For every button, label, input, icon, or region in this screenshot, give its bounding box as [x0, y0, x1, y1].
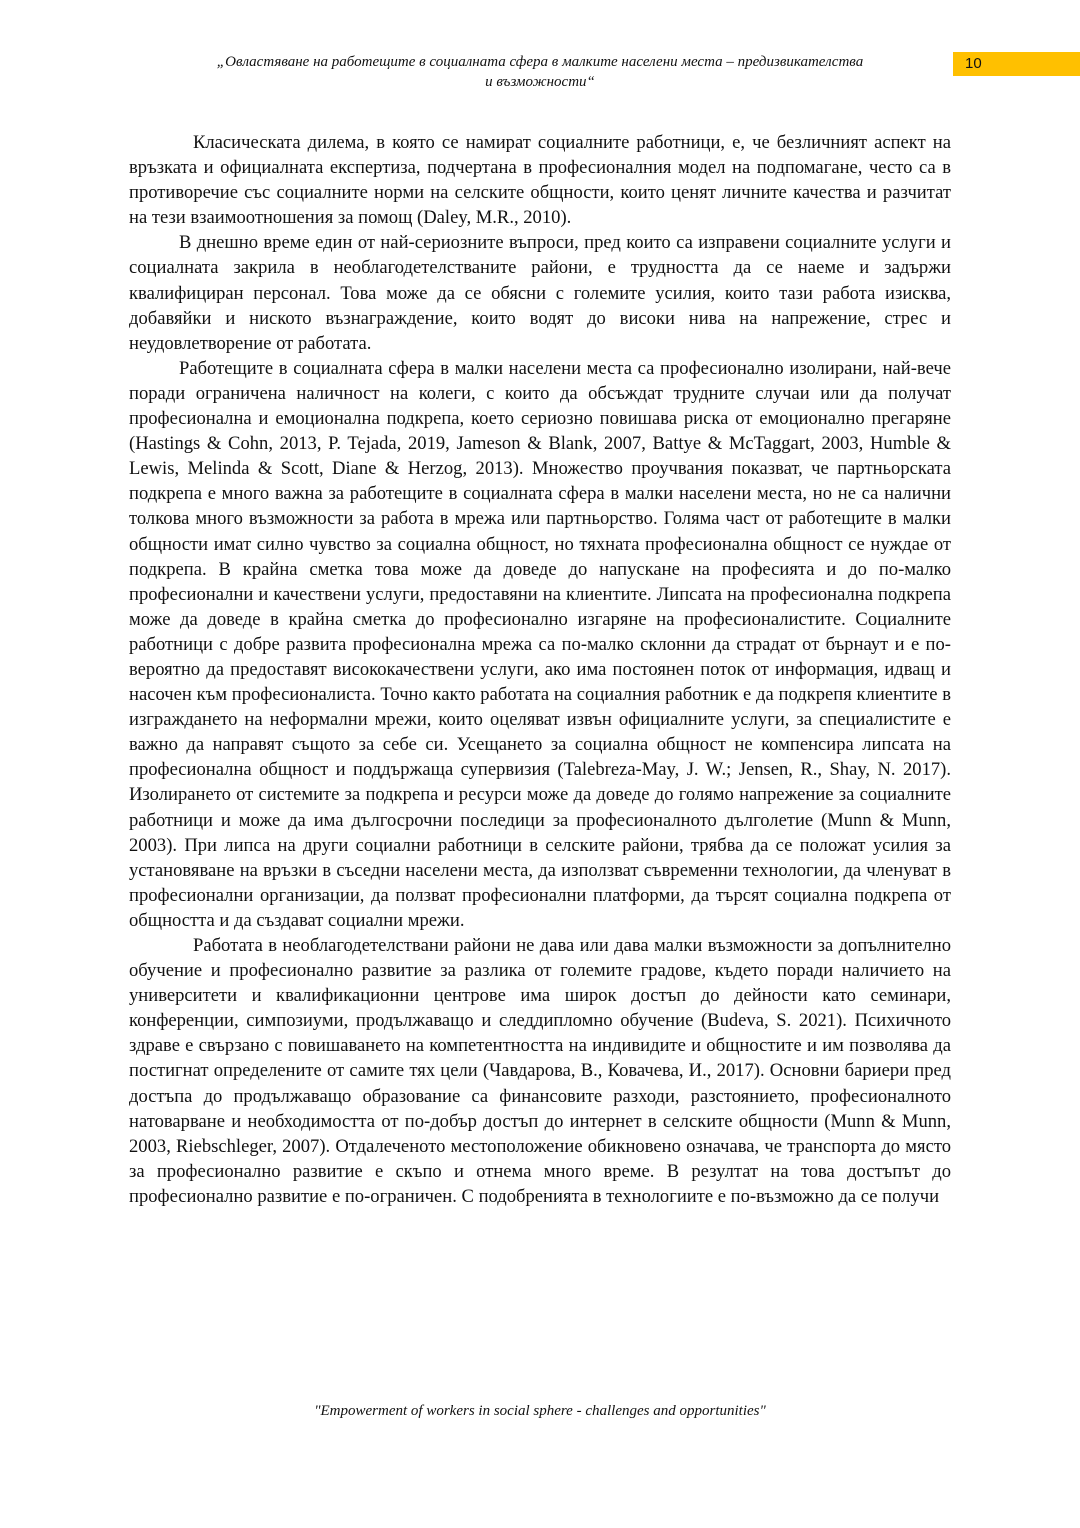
- running-header: [128, 52, 952, 92]
- header-title-line-2: и възможности“: [485, 74, 595, 90]
- header-title-line-1: „Овластяване на работещите в социалната сфера в малките населени места – предизвикателства: [216, 54, 864, 70]
- paragraph-4: Работата в необлагодетелствани райони не дава или дава малки възможности за допълнително обучение и професионално развитие за разлика от големите градове, където поради наличието на университети и квалификационни центрове има широк достъп до дейности като семинари, конференции, симпозиуми, продължаващо и следдипломно обучение (Budeva, S. 2021). Психичното здраве е свързано с повишаването на компетентността на индивидите и общностите и им позволява да постигнат определените от самите тях цели (Чавдарова, В., Ковачева, И., 2017). Основни бариери пред достъпа до продължаващо образование са финансовите разходи, разстоянието, професионалното натоварване и необходимостта от по-добър достъп до интернет в селските общности (Munn & Munn, 2003, Riebschleger, 2007). Отдалеченото местоположение обикновено означава, че транспорта до място за професионално развитие е скъпо и отнема много време. В резултат на това достъпът до професионално развитие е по-ограничен. С подобренията в технологиите е по-възможно да се получи: [129, 935, 951, 1207]
- running-footer: "Empowerment of workers in social sphere - challenges and opportunities": [314, 1403, 766, 1419]
- document-body: [129, 130, 951, 1209]
- paragraph-2: В днешно време един от най-сериозните въпроси, пред които са изправени социалните услуги и социалната закрила в необлагодетелстваните райони, е трудността да се наеме и задържи квалифициран персонал. Това може да се обясни с големите усилия, които тази работа изисква, добавяйки и ниското възнаграждение, които водят до високи нива на напрежение, стрес и неудовлетворение от работата.: [129, 232, 951, 354]
- page-number-badge: 10: [953, 52, 1080, 76]
- paragraph-1: Класическата дилема, в която се намират социалните работници, е, че безличният аспект на връзката и официалната експертиза, подчертана в професионалния модел на подпомагане, често са в противоречие със социалните норми на селските общности, които ценят личните качества и разчитат на тези взаимоотношения за помощ (Daley, M.R., 2010).: [129, 132, 951, 229]
- paragraph-3: Работещите в социалната сфера в малки населени места са професионално изолирани, най-вече поради ограничена наличност на колеги, с които да обсъждат трудните случаи или да получат професионална и емоционална подкрепа, което сериозно повишава риска от емоционално прегаряне (Hastings & Cohn, 2013, P. Tejada, 2019, Jameson & Blank, 2007, Battye & McTaggart, 2003, Humble & Lewis, Melinda & Scott, Diane & Herzog, 2013). Множество проучвания показват, че партньорската подкрепа е много важна за работещите в социалната сфера в малки населени места, но не са налични толкова много възможности за работа в мрежа или партньорство. Голяма част от работещите в малки общности имат силно чувство за социална общност, но тяхната професионална общност се нуждае от подкрепа. В крайна сметка това може да доведе до напускане на професията и до по-малко професионални и качествени услуги, предоставяни на клиентите. Липсата на професионална подкрепа може да доведе в крайна сметка до професионално изгаряне на професионалистите. Социалните работници с добре развита професионална мрежа са по-малко склонни да страдат от бърнаут и е по-вероятно да предоставят висококачествени услуги, ако има постоянен поток от информация, идващ и насочен към професионалиста. Точно както работата на социалния работник е да подкрепя клиентите в изграждането на неформални мрежи, които оцеляват извън официалните услуги, за специалистите е важно да направят същото за себе си. Усещането за социална общност не компенсира липсата на професионална общност и поддържаща супервизия (Talebreza-May, J. W.; Jensen, R., Shay, N. 2017). Изолирането от системите за подкрепа и ресурси може да доведе до голямо напрежение за социалните работници и може да има дългосрочни последици за професионалното дълголетие (Munn & Munn, 2003). При липса на други социални работници в селските райони, трябва да се положат усилия за установяване на връзки в съседни населени места, да използват съвременни технологии, да членуват в професионални организации, да ползват професионални платформи, да търсят социална подкрепа от общността и да създават социални мрежи.: [129, 357, 951, 931]
